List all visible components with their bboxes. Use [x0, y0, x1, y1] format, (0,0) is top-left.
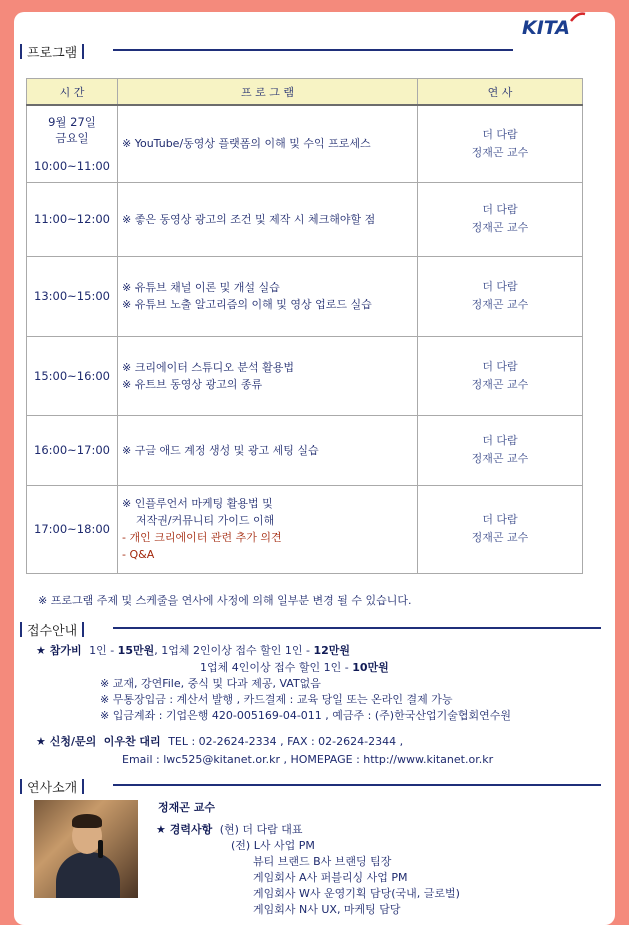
- fee-amount: 12만원: [313, 644, 350, 657]
- speaker-name: 정재곤 교수: [471, 145, 529, 159]
- topic-item: ※ 크리에이터 스튜디오 분석 활용법: [122, 360, 294, 374]
- table-header-row: [27, 79, 583, 106]
- contact-label: ★ 신청/문의: [36, 735, 97, 748]
- table-row: [27, 256, 583, 336]
- speaker-cell: [418, 336, 583, 415]
- fee-detail: ※ 입금계좌 : 기업은행 420-005169-04-011 , 예금주 : (주)한국산업기술협회연수원: [100, 709, 511, 722]
- speaker-cell: [418, 415, 583, 485]
- topic-cell: [118, 105, 418, 182]
- schedule-change-note: ※ 프로그램 주제 및 스케줄을 연사에 사정에 의해 일부분 변경 될 수 있습니다.: [38, 594, 412, 607]
- speaker-org: 더 다람: [482, 513, 518, 526]
- speaker-cell: [418, 256, 583, 336]
- weekday-text: 금요일: [55, 131, 89, 146]
- section-header-registration: [20, 620, 84, 639]
- speaker-org: 더 다람: [482, 434, 518, 447]
- topic-cell: [118, 256, 418, 336]
- career-item: (전) L사 사업 PM: [231, 839, 315, 852]
- speaker-cell: [418, 485, 583, 573]
- kita-logo: [522, 17, 570, 39]
- career-item: 뷰티 브랜드 B사 브랜딩 팀장: [253, 855, 392, 868]
- topic-cell: [118, 415, 418, 485]
- speaker-name: 정재곤 교수: [471, 531, 529, 544]
- fee-detail: ※ 무통장입금 : 계산서 발행 , 카드결제 : 교육 당일 또는 온라인 결제 가능: [100, 693, 453, 706]
- career-item: 게임회사 A사 퍼블리싱 사업 PM: [253, 871, 408, 884]
- speaker-name: 정재곤 교수: [471, 377, 529, 391]
- fee-label: ★ 참가비: [36, 644, 82, 657]
- time-text: 16:00~17:00: [34, 443, 110, 457]
- topic-note: - 개인 크리에이터 관련 추가 의견: [122, 531, 282, 544]
- table-row: [27, 105, 583, 182]
- header-bar-left: [20, 44, 22, 59]
- speaker-name: 정재곤 교수: [471, 298, 529, 311]
- topic-item: ※ 유튜브 채널 이론 및 개설 실습: [122, 281, 280, 294]
- table-row: [27, 182, 583, 256]
- topic-cell: [118, 336, 418, 415]
- header-bar-left: [20, 622, 22, 637]
- section-title-speaker: 연사소개: [27, 781, 78, 796]
- speaker-org: 더 다람: [482, 359, 518, 373]
- topic-item: ※ 인플루언서 마케팅 활용법 및: [122, 497, 273, 510]
- header-bar-left: [20, 779, 22, 794]
- speaker-name: 정재곤 교수: [471, 452, 529, 465]
- topic-item: 저작권/커뮤니티 가이드 이해: [122, 514, 275, 527]
- time-text: 10:00~11:00: [34, 159, 110, 174]
- spacer: [27, 146, 117, 159]
- fee-amount: 15만원: [117, 644, 155, 657]
- header-bar-right: [82, 44, 84, 59]
- table-row: [27, 336, 583, 415]
- section-header-program: [20, 42, 84, 61]
- career-label: ★ 경력사항: [156, 823, 213, 836]
- topic-note: - Q&A: [122, 548, 155, 561]
- section-header-speaker: [20, 777, 84, 796]
- section-rule-registration: [113, 627, 601, 629]
- fee-detail: ※ 교재, 강연File, 중식 및 다과 제공, VAT없음: [100, 677, 321, 690]
- photo-body-shape: [56, 852, 120, 898]
- career-first-line: [156, 822, 303, 838]
- contact-web: Email : lwc525@kitanet.or.kr , HOMEPAGE : http://www.kitanet.or.kr: [122, 753, 494, 766]
- fee-text: 1인 -: [89, 644, 118, 657]
- topic-item: ※ 유트브 동영상 광고의 종류: [122, 377, 263, 391]
- contact-name: 이우찬 대리: [103, 735, 161, 748]
- column-header-program: 프 로 그 램: [118, 79, 418, 106]
- column-header-speaker: 연 사: [418, 79, 583, 106]
- speaker-intro-name: 정재곤 교수: [158, 801, 215, 814]
- contact-phones: TEL : 02-2624-2334 , FAX : 02-2624-2344 ,: [168, 735, 404, 748]
- topic-item: ※ YouTube/동영상 플랫폼의 이해 및 수익 프로세스: [122, 137, 371, 151]
- topic-item: ※ 좋은 동영상 광고의 조건 및 제작 시 체크해야할 점: [122, 212, 376, 226]
- program-table: [26, 78, 583, 574]
- photo-hair-shape: [72, 814, 102, 828]
- time-cell: [27, 336, 118, 415]
- header-bar-right: [82, 779, 84, 794]
- career-item: 게임회사 N사 UX, 마케팅 담당: [253, 903, 401, 916]
- section-title-registration: 접수안내: [27, 624, 78, 639]
- fee-line-1: [36, 643, 350, 659]
- speaker-org: 더 다람: [482, 127, 518, 141]
- speaker-name: 정재곤 교수: [471, 221, 529, 234]
- fee-text: , 1업체 2인이상 접수 할인 1인 -: [154, 644, 314, 657]
- date-text: 9월 27일: [48, 115, 96, 130]
- speaker-cell: [418, 182, 583, 256]
- time-cell: [27, 182, 118, 256]
- topic-item: ※ 구글 애드 계정 생성 및 광고 세팅 실습: [122, 443, 319, 457]
- topic-cell: [118, 485, 418, 573]
- table-row: [27, 415, 583, 485]
- speaker-org: 더 다람: [482, 280, 518, 293]
- speaker-cell: [418, 105, 583, 182]
- career-item: 게임회사 W사 운영기획 담당(국내, 글로벌): [253, 887, 460, 900]
- speaker-org: 더 다람: [482, 203, 518, 216]
- microphone-icon: [98, 840, 103, 858]
- time-cell: [27, 256, 118, 336]
- logo-swoosh-icon: [570, 12, 586, 22]
- time-cell: [27, 485, 118, 573]
- topic-item: ※ 유튜브 노출 알고리즘의 이해 및 영상 업로드 실습: [122, 298, 372, 311]
- time-cell: [27, 415, 118, 485]
- fee-amount: 10만원: [352, 661, 389, 674]
- time-text: 11:00~12:00: [34, 212, 110, 226]
- speaker-photo: [34, 800, 138, 898]
- career-item: (현) 더 다람 대표: [219, 823, 303, 836]
- header-bar-right: [82, 622, 84, 637]
- section-rule-speaker: [113, 784, 601, 786]
- time-cell: [27, 105, 118, 182]
- logo-text: KITA: [522, 17, 570, 39]
- fee-line-2: [200, 660, 389, 676]
- section-rule-program: [113, 49, 513, 51]
- topic-cell: [118, 182, 418, 256]
- fee-text: 1업체 4인이상 접수 할인 1인 -: [200, 661, 353, 674]
- contact-line-1: [36, 734, 403, 750]
- time-text: 15:00~16:00: [34, 368, 110, 383]
- time-text: 13:00~15:00: [34, 289, 110, 303]
- section-title-program: 프로그램: [27, 46, 78, 61]
- column-header-time: 시 간: [27, 79, 118, 106]
- time-text: 17:00~18:00: [34, 522, 110, 536]
- table-row: [27, 485, 583, 573]
